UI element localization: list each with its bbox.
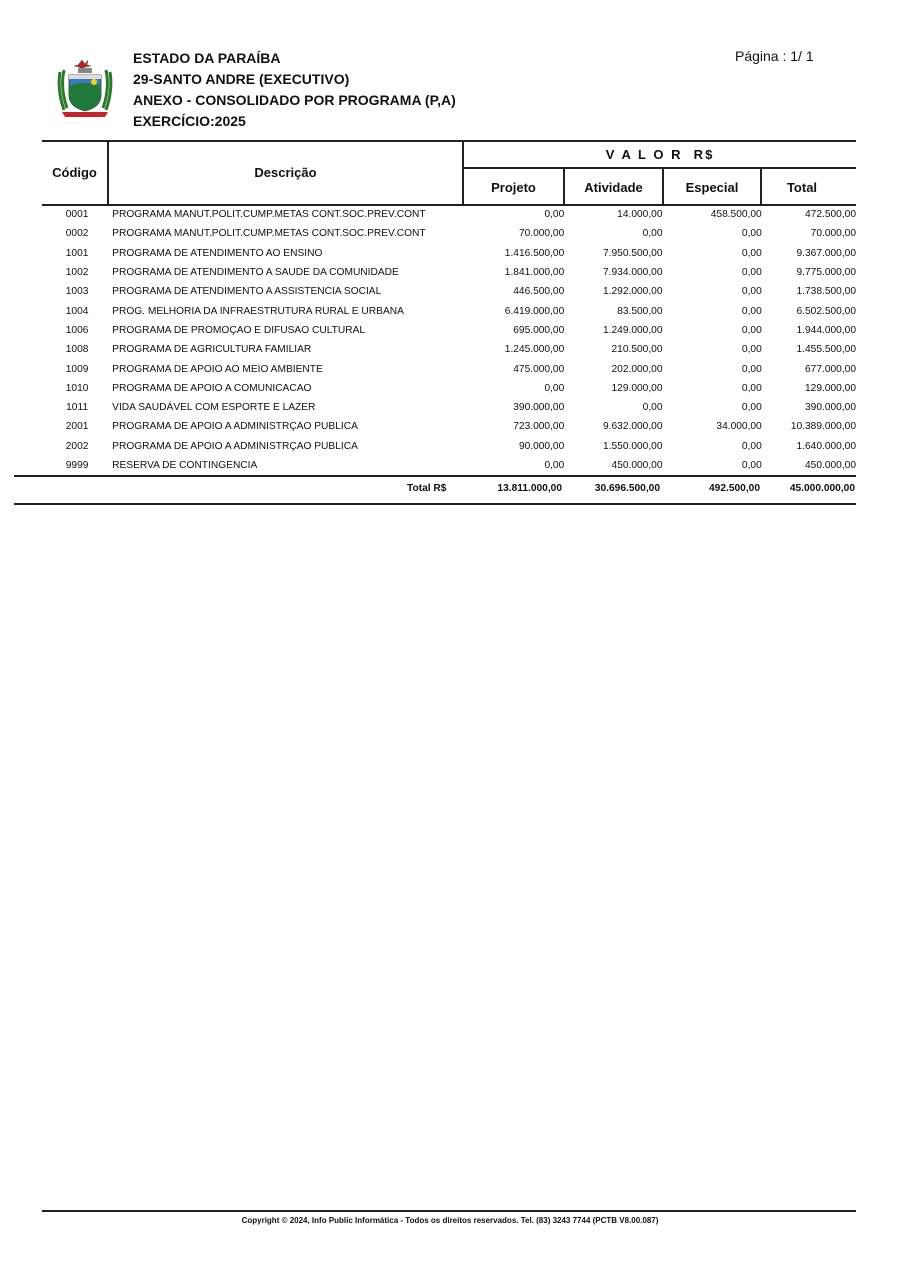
value-total: 6.502.500,00 bbox=[796, 305, 856, 317]
value-especial: 458.500,00 bbox=[710, 209, 762, 221]
table-header bbox=[42, 141, 856, 205]
program-code: 1001 bbox=[65, 247, 89, 259]
program-code: 1009 bbox=[65, 363, 89, 375]
table-row bbox=[42, 398, 856, 417]
value-atividade: 450.000,00 bbox=[611, 460, 663, 471]
table-row bbox=[42, 263, 856, 282]
program-description: PROGRAMA DE ATENDIMENTO A ASSISTENCIA SOCIAL bbox=[112, 286, 382, 298]
total-especial: 492.500,00 bbox=[709, 483, 760, 494]
total-geral: 45.000.000,00 bbox=[789, 483, 855, 494]
value-atividade: 1.550.000,00 bbox=[603, 440, 663, 452]
value-projeto: 695.000,00 bbox=[513, 324, 565, 336]
divider bbox=[463, 167, 856, 169]
value-projeto: 1.416.500,00 bbox=[504, 247, 565, 259]
program-code: 0001 bbox=[65, 209, 89, 221]
program-code: 9999 bbox=[65, 460, 89, 471]
value-total: 1.944.000,00 bbox=[796, 324, 856, 336]
column-header-projeto: Projeto bbox=[491, 180, 536, 195]
column-header-descricao: Descrição bbox=[254, 165, 317, 180]
value-projeto: 475.000,00 bbox=[513, 363, 565, 375]
value-total: 472.500,00 bbox=[805, 209, 856, 221]
value-atividade: 1.292.000,00 bbox=[603, 286, 663, 298]
program-description: PROGRAMA DE PROMOÇAO E DIFUSAO CULTURAL bbox=[112, 324, 366, 336]
value-atividade: 83.500,00 bbox=[617, 305, 663, 317]
value-projeto: 6.419.000,00 bbox=[504, 305, 565, 317]
value-total: 70.000,00 bbox=[810, 228, 856, 240]
column-header-especial: Especial bbox=[685, 180, 739, 195]
value-especial: 0,00 bbox=[741, 228, 762, 240]
program-description: PROGRAMA DE APOIO AO MEIO AMBIENTE bbox=[112, 363, 323, 375]
value-atividade: 129.000,00 bbox=[611, 382, 663, 394]
program-description: PROGRAMA DE AGRICULTURA FAMILIAR bbox=[112, 344, 312, 356]
program-description: PROGRAMA DE ATENDIMENTO AO ENSINO bbox=[112, 247, 323, 259]
table-row bbox=[42, 205, 856, 224]
entity-name: 29-SANTO ANDRE (EXECUTIVO) bbox=[133, 71, 350, 87]
value-total: 390.000,00 bbox=[805, 402, 856, 414]
value-atividade: 1.249.000,00 bbox=[603, 324, 663, 336]
value-projeto: 0,00 bbox=[544, 460, 565, 471]
value-total: 450.000,00 bbox=[805, 460, 856, 471]
footer-rule bbox=[42, 1210, 856, 1212]
value-especial: 0,00 bbox=[741, 440, 762, 452]
page-number: Página : 1/ 1 bbox=[735, 48, 814, 64]
total-atividade: 30.696.500,00 bbox=[594, 483, 660, 494]
value-especial: 0,00 bbox=[741, 363, 762, 375]
value-atividade: 0,00 bbox=[642, 228, 663, 240]
total-rule bbox=[14, 475, 856, 477]
value-total: 9.775.000,00 bbox=[796, 267, 856, 279]
table-row bbox=[42, 321, 856, 340]
value-especial: 34.000,00 bbox=[716, 421, 762, 433]
program-code: 2002 bbox=[65, 440, 89, 452]
table-row bbox=[42, 340, 856, 359]
program-code: 1006 bbox=[65, 324, 89, 336]
value-total: 1.640.000,00 bbox=[796, 440, 856, 452]
value-especial: 0,00 bbox=[741, 402, 762, 414]
program-code: 1011 bbox=[66, 402, 89, 414]
value-projeto: 446.500,00 bbox=[513, 286, 565, 298]
table-row bbox=[42, 301, 856, 320]
state-name: ESTADO DA PARAÍBA bbox=[133, 50, 281, 66]
table-row bbox=[42, 437, 856, 456]
program-code: 1008 bbox=[65, 344, 89, 356]
report-title: ANEXO - CONSOLIDADO POR PROGRAMA (P,A) bbox=[133, 92, 456, 108]
value-especial: 0,00 bbox=[741, 344, 762, 356]
program-table bbox=[42, 205, 856, 475]
program-description: PROGRAMA DE APOIO A ADMINISTRÇAO PUBLICA bbox=[112, 440, 358, 452]
totals-row bbox=[14, 481, 856, 499]
column-header-total: Total bbox=[786, 180, 818, 195]
value-total: 1.738.500,00 bbox=[796, 286, 856, 298]
totals-label: Total R$ bbox=[407, 483, 447, 494]
program-description: PROGRAMA DE APOIO A ADMINISTRÇAO PUBLICA bbox=[112, 421, 358, 433]
program-description: PROG. MELHORIA DA INFRAESTRUTURA RURAL E URBANA bbox=[112, 305, 404, 317]
value-atividade: 0,00 bbox=[642, 402, 663, 414]
value-atividade: 210.500,00 bbox=[611, 344, 663, 356]
table-row bbox=[42, 456, 856, 475]
total-rule bbox=[14, 503, 856, 505]
column-header-codigo: Código bbox=[52, 165, 97, 180]
program-code: 2001 bbox=[65, 421, 89, 433]
copyright-footer: Copyright © 2024, Info Public Informática - Todos os direitos reservados. Tel. (83) 3243 7744 (PCTB V8.00.087) bbox=[241, 1216, 659, 1225]
value-projeto: 0,00 bbox=[544, 209, 565, 221]
column-header-atividade: Atividade bbox=[584, 180, 643, 195]
table-row bbox=[42, 359, 856, 378]
value-especial: 0,00 bbox=[741, 286, 762, 298]
value-atividade: 202.000,00 bbox=[611, 363, 663, 375]
program-code: 1010 bbox=[65, 382, 89, 394]
value-projeto: 390.000,00 bbox=[513, 402, 565, 414]
value-atividade: 7.934.000,00 bbox=[603, 267, 663, 279]
value-total: 129.000,00 bbox=[805, 382, 856, 394]
value-especial: 0,00 bbox=[741, 382, 762, 394]
value-atividade: 14.000,00 bbox=[617, 209, 663, 221]
value-projeto: 1.245.000,00 bbox=[504, 344, 565, 356]
program-code: 1002 bbox=[65, 267, 89, 279]
fiscal-year: EXERCÍCIO:2025 bbox=[133, 113, 246, 129]
program-code: 1003 bbox=[65, 286, 89, 298]
value-total: 1.455.500,00 bbox=[796, 344, 856, 356]
program-description: PROGRAMA MANUT.POLIT.CUMP.METAS CONT.SOC.PREV.CONT bbox=[112, 209, 426, 221]
value-total: 9.367.000,00 bbox=[796, 247, 856, 259]
value-especial: 0,00 bbox=[741, 324, 762, 336]
value-especial: 0,00 bbox=[741, 267, 762, 279]
value-projeto: 0,00 bbox=[544, 382, 565, 394]
value-especial: 0,00 bbox=[741, 460, 762, 471]
program-description: RESERVA DE CONTINGENCIA bbox=[112, 460, 258, 471]
value-atividade: 7.950.500,00 bbox=[603, 247, 663, 259]
value-projeto: 70.000,00 bbox=[518, 228, 565, 240]
value-total: 677.000,00 bbox=[805, 363, 856, 375]
table-row bbox=[42, 224, 856, 243]
value-projeto: 723.000,00 bbox=[513, 421, 565, 433]
program-code: 0002 bbox=[65, 228, 89, 240]
program-description: PROGRAMA MANUT.POLIT.CUMP.METAS CONT.SOC.PREV.CONT bbox=[112, 228, 426, 240]
value-total: 10.389.000,00 bbox=[790, 421, 856, 433]
table-row bbox=[42, 282, 856, 301]
value-projeto: 90.000,00 bbox=[518, 440, 565, 452]
value-especial: 0,00 bbox=[741, 305, 762, 317]
program-description: VIDA SAUDÁVEL COM ESPORTE E LAZER bbox=[112, 402, 316, 414]
value-projeto: 1.841.000,00 bbox=[504, 267, 565, 279]
program-description: PROGRAMA DE APOIO A COMUNICACAO bbox=[112, 382, 312, 394]
coat-of-arms-logo bbox=[56, 58, 114, 120]
total-projeto: 13.811.000,00 bbox=[497, 483, 562, 494]
table-row bbox=[42, 417, 856, 436]
report-header bbox=[133, 48, 456, 132]
program-description: PROGRAMA DE ATENDIMENTO A SAUDE DA COMUNIDADE bbox=[112, 267, 399, 279]
value-especial: 0,00 bbox=[741, 247, 762, 259]
table-row bbox=[42, 379, 856, 398]
value-atividade: 9.632.000,00 bbox=[603, 421, 663, 433]
column-group-valor: V A L O R R$ bbox=[605, 147, 715, 162]
program-code: 1004 bbox=[65, 305, 89, 317]
table-row bbox=[42, 244, 856, 263]
